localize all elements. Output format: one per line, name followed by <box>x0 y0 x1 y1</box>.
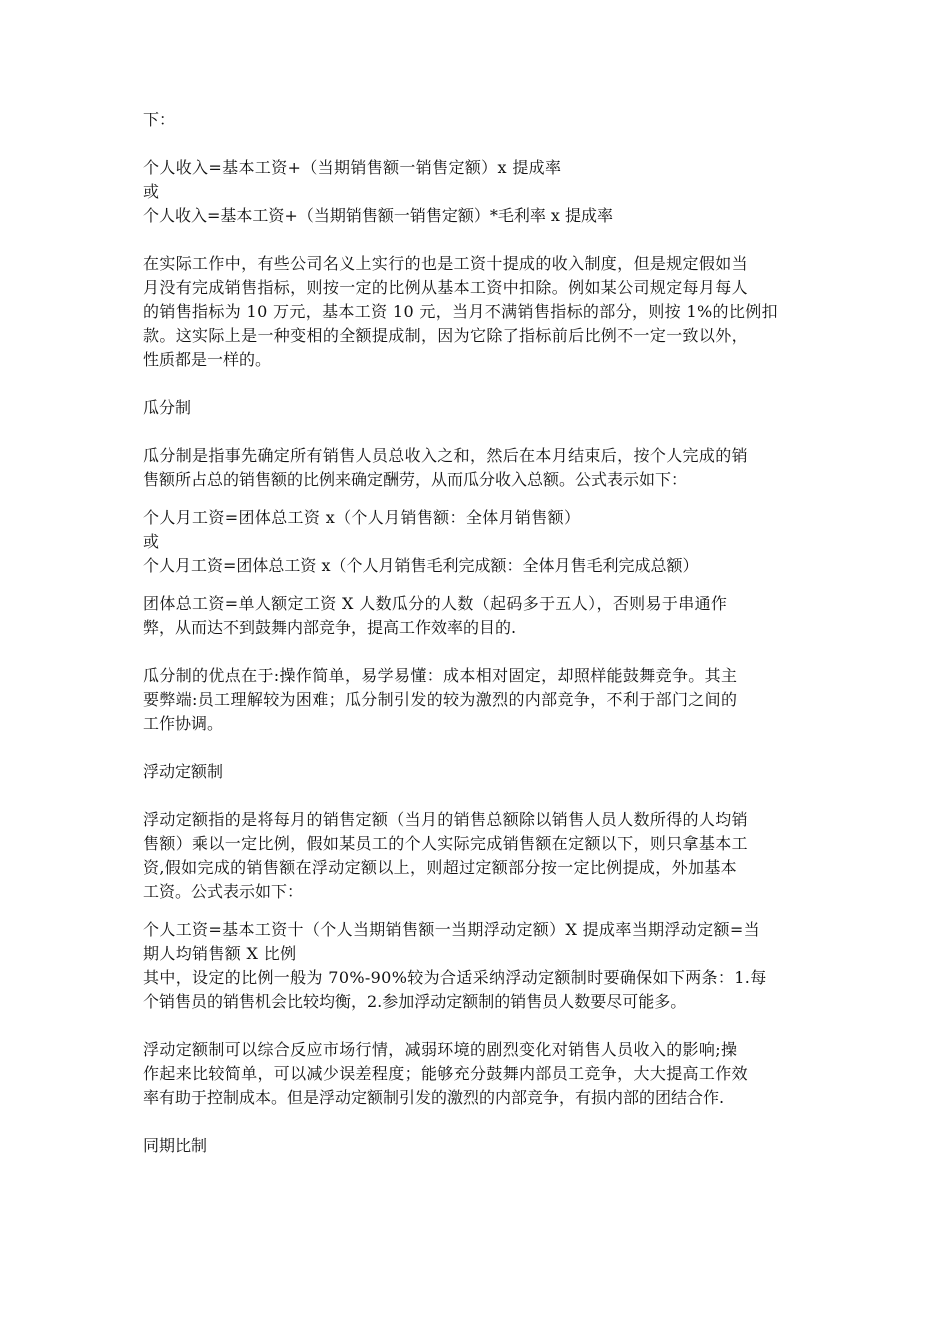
document-page <box>143 108 823 1182</box>
text-line: 个销售员的销售机会比较均衡，2.参加浮动定额制的销售员人数要尽可能多。 <box>143 992 687 1011</box>
paragraph-practice <box>143 252 823 372</box>
text-line: 率有助于控制成本。但是浮动定额制引发的激烈的内部竞争，有损内部的团结合作. <box>143 1088 725 1107</box>
formula-line: 个人工资=基本工资十（个人当期销售额一当期浮动定额）X 提成率当期浮动定额=当 <box>143 920 760 939</box>
text-line: 浮动定额制可以综合反应市场行情，减弱环境的剧烈变化对销售人员收入的影响;操 <box>143 1040 738 1059</box>
formula-line: 个人月工资=团体总工资 x（个人月销售额：全体月销售额） <box>143 508 581 527</box>
text-line: 在实际工作中，有些公司名义上实行的也是工资十提成的收入制度，但是规定假如当 <box>143 254 748 273</box>
text-line: 的销售指标为 10 万元，基本工资 10 元，当月不满销售指标的部分，则按 1%的比例扣 <box>143 302 778 321</box>
section-heading-split <box>143 396 823 420</box>
text-line: 资,假如完成的销售额在浮动定额以上，则超过定额部分按一定比例提成，外加基本 <box>143 858 738 877</box>
text-line: 月没有完成销售指标，则按一定的比例从基本工资中扣除。例如某公司规定每月每人 <box>143 278 748 297</box>
heading-line: 浮动定额制 <box>143 762 224 781</box>
heading-line: 瓜分制 <box>143 398 192 417</box>
text-line: 团体总工资=单人额定工资 X 人数瓜分的人数（起码多于五人），否则易于串通作 <box>143 594 728 613</box>
paragraph-intro-fragment <box>143 108 823 132</box>
text-line: 其中，设定的比例一般为 70%-90%较为合适采纳浮动定额制时要确保如下两条：1.每 <box>143 968 767 987</box>
formula-block-commission <box>143 156 823 228</box>
text-line: 或 <box>143 532 160 551</box>
text-line: 售额所占总的销售额的比例来确定酬劳，从而瓜分收入总额。公式表示如下： <box>143 470 688 489</box>
text-line: 或 <box>143 182 160 201</box>
text-line: 要弊端:员工理解较为困难；瓜分制引发的较为激烈的内部竞争，不利于部门之间的 <box>143 690 738 709</box>
heading-line: 同期比制 <box>143 1136 208 1155</box>
paragraph-floating-pros-cons <box>143 1038 823 1110</box>
formula-block-split <box>143 506 823 578</box>
text-line: 售额）乘以一定比例，假如某员工的个人实际完成销售额在定额以下，则只拿基本工 <box>143 834 748 853</box>
text-line: 下： <box>143 110 176 129</box>
text-line: 款。这实际上是一种变相的全额提成制，因为它除了指标前后比例不一定一致以外， <box>143 326 748 345</box>
text-line: 工作协调。 <box>143 714 224 733</box>
paragraph-split-definition <box>143 444 823 492</box>
formula-line: 期人均销售额 X 比例 <box>143 944 297 963</box>
paragraph-split-pros-cons <box>143 664 823 736</box>
paragraph-floating-definition <box>143 808 823 904</box>
formula-line: 个人收入=基本工资+（当期销售额一销售定额）*毛利率 x 提成率 <box>143 206 614 225</box>
section-heading-same-period <box>143 1134 823 1158</box>
text-line: 瓜分制的优点在于:操作简单，易学易懂：成本相对固定，却照样能鼓舞竞争。其主 <box>143 666 738 685</box>
text-line: 性质都是一样的。 <box>143 350 272 369</box>
formula-block-floating <box>143 918 823 1014</box>
text-line: 作起来比较简单，可以减少误差程度；能够充分鼓舞内部员工竞争，大大提高工作效 <box>143 1064 748 1083</box>
formula-line: 个人收入=基本工资+（当期销售额一销售定额）x 提成率 <box>143 158 562 177</box>
paragraph-team-salary <box>143 592 823 640</box>
formula-line: 个人月工资=团体总工资 x（个人月销售毛利完成额：全体月售毛利完成总额） <box>143 556 699 575</box>
section-heading-floating-quota <box>143 760 823 784</box>
text-line: 工资。公式表示如下： <box>143 882 304 901</box>
text-line: 弊，从而达不到鼓舞内部竞争，提高工作效率的目的. <box>143 618 517 637</box>
text-line: 浮动定额指的是将每月的销售定额（当月的销售总额除以销售人员人数所得的人均销 <box>143 810 748 829</box>
text-line: 瓜分制是指事先确定所有销售人员总收入之和，然后在本月结束后，按个人完成的销 <box>143 446 748 465</box>
